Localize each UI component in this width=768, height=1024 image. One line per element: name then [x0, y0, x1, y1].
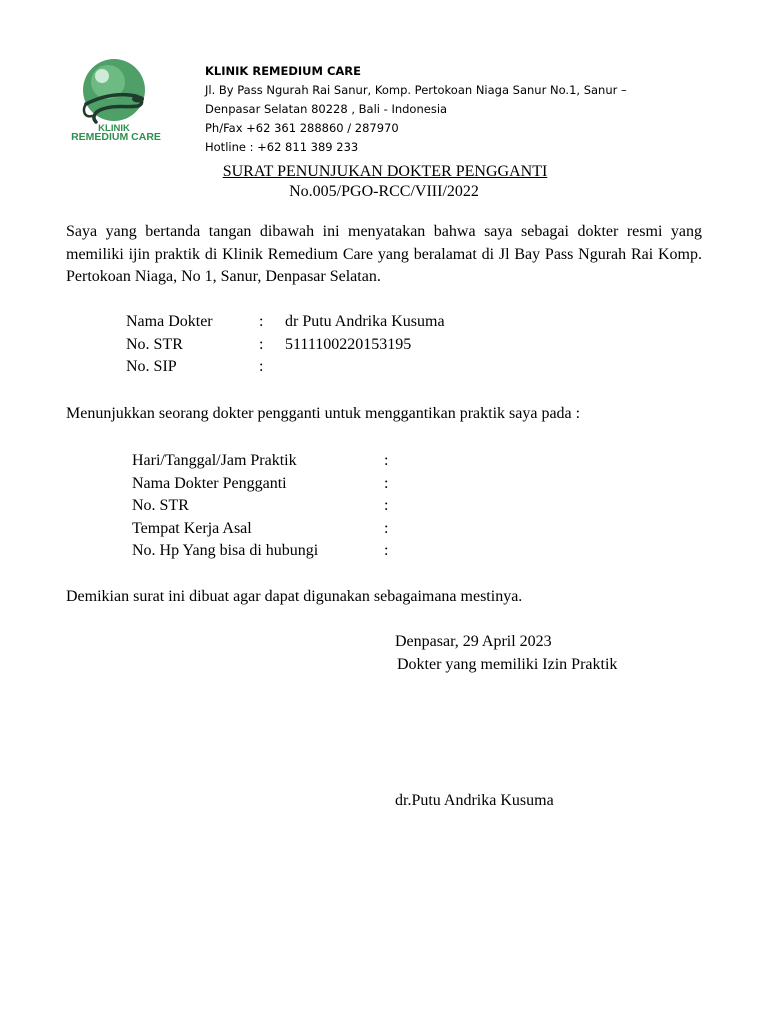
field-separator: :: [259, 335, 264, 353]
hotline: Hotline : +62 811 389 233: [205, 140, 359, 154]
field-label: Tempat Kerja Asal: [132, 519, 252, 537]
doctor-info-table: [126, 311, 445, 379]
phone-fax: Ph/Fax +62 361 288860 / 287970: [205, 121, 399, 135]
field-label: No. STR: [126, 335, 183, 353]
letter-title-block: [0, 162, 768, 202]
clinic-name: KLINIK REMEDIUM CARE: [205, 64, 362, 78]
intro-paragraph: Saya yang bertanda tangan dibawah ini menyatakan bahwa saya sebagai dokter resmi yang memiliki ijin praktik di Klinik Remedium Care yang beralamat di Jl Bay Pass Ngurah Rai Komp. Pertokoan Niaga, No 1, Sanur, Denpasar Selatan.: [66, 223, 702, 285]
address-line-2: Denpasar Selatan 80228 , Bali - Indonesia: [205, 102, 448, 116]
address-line-1: Jl. By Pass Ngurah Rai Sanur, Komp. Pertokoan Niaga Sanur No.1, Sanur –: [205, 83, 627, 97]
signer-name: dr.Putu Andrika Kusuma: [395, 792, 554, 809]
field-label: Hari/Tanggal/Jam Praktik: [132, 452, 297, 469]
doctor-info-row: [126, 311, 445, 334]
field-value: dr Putu Andrika Kusuma: [285, 313, 445, 330]
appoint-paragraph: Menunjukkan seorang dokter pengganti untuk menggantikan praktik saya pada :: [66, 405, 581, 422]
field-separator: :: [384, 519, 389, 537]
doctor-info-row: [126, 356, 445, 379]
closing-paragraph: Demikian surat ini dibuat agar dapat digunakan sebagaimana mestinya.: [66, 588, 523, 605]
letterhead: [205, 62, 627, 157]
field-value: 5111100220153195: [285, 335, 412, 353]
field-separator: :: [259, 358, 264, 375]
field-separator: :: [384, 474, 389, 492]
substitute-info-row: [132, 518, 404, 541]
logo-text-line1: KLINIK: [98, 123, 130, 134]
substitute-info-table: [132, 450, 404, 563]
substitute-info-row: [132, 495, 404, 518]
substitute-info-row: [132, 450, 404, 473]
letter-number: No.005/PGO-RCC/VIII/2022: [289, 183, 479, 200]
substitute-info-row: [132, 473, 404, 496]
field-label: No. STR: [132, 497, 189, 514]
field-label: No. Hp Yang bisa di hubungi: [132, 542, 319, 559]
field-label: Nama Dokter Pengganti: [132, 474, 287, 492]
clinic-logo-icon: [64, 58, 174, 146]
field-separator: :: [384, 452, 389, 469]
field-separator: :: [259, 313, 264, 330]
field-separator: :: [384, 542, 389, 559]
field-separator: :: [384, 497, 389, 514]
signer-role: Dokter yang memiliki Izin Praktik: [397, 656, 618, 673]
letter-title: SURAT PENUNJUKAN DOKTER PENGGANTI: [222, 163, 548, 180]
doctor-info-row: [126, 334, 445, 357]
clinic-logo: [64, 58, 174, 146]
substitute-info-row: [132, 540, 404, 563]
place-date: Denpasar, 29 April 2023: [395, 633, 552, 650]
field-label: No. SIP: [126, 358, 177, 375]
field-label: Nama Dokter: [126, 313, 213, 330]
logo-text-line2: REMEDIUM CARE: [71, 131, 161, 143]
field-value: [285, 356, 445, 379]
